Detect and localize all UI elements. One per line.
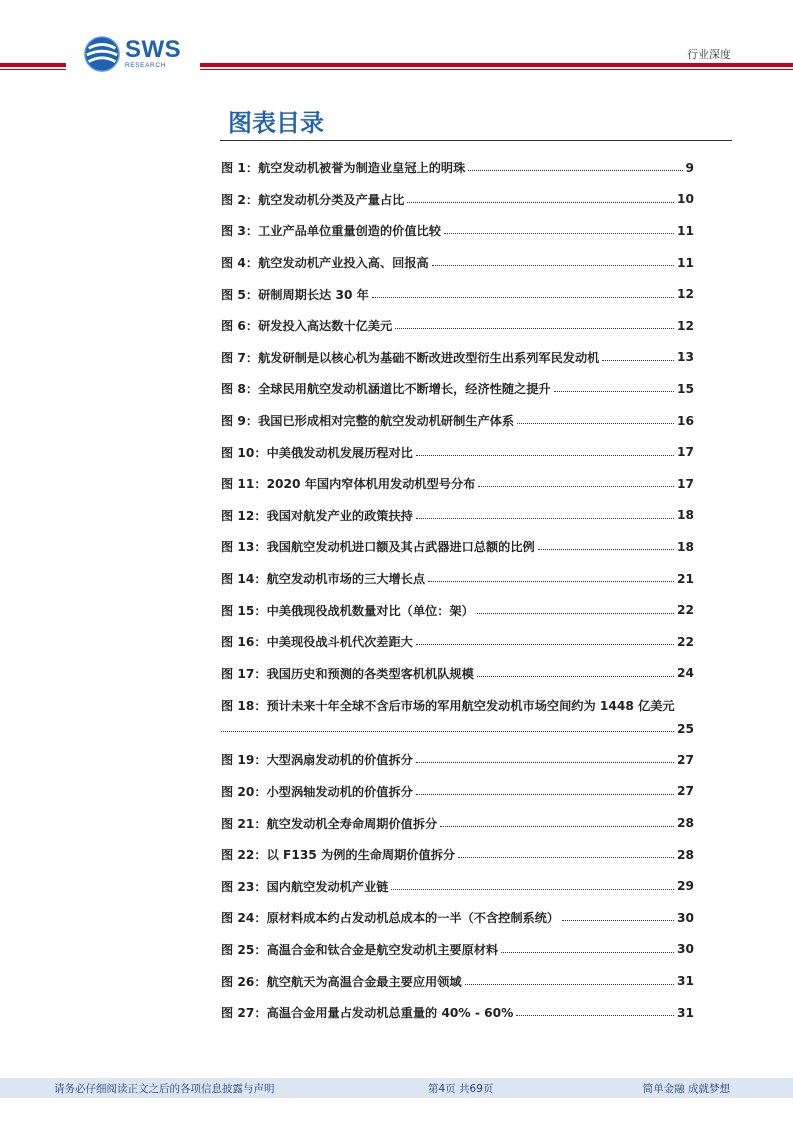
toc-entry-page: 13 — [677, 350, 694, 365]
toc-entry-label: 图 12：我国对航发产业的政策扶持 — [221, 508, 413, 523]
page-footer — [0, 1078, 793, 1098]
toc-leader — [538, 549, 674, 550]
toc-leader — [416, 518, 674, 519]
toc-entry-label: 图 26：航空航天为高温合金最主要应用领域 — [221, 974, 462, 989]
toc-entry[interactable] — [221, 626, 694, 658]
toc-entry[interactable] — [221, 342, 694, 374]
toc-entry-label: 图 25：高温合金和钛合金是航空发动机主要原材料 — [221, 942, 499, 957]
toc-leader — [554, 391, 674, 392]
toc-entry[interactable] — [221, 247, 694, 279]
toc-entry[interactable] — [221, 744, 694, 776]
toc-entry-page: 30 — [677, 942, 694, 957]
toc-entry-label: 图 4：航空发动机产业投入高、回报高 — [221, 256, 429, 271]
toc-entry-page: 10 — [677, 192, 694, 207]
toc-entry[interactable] — [221, 215, 694, 247]
toc-entry-page: 11 — [677, 255, 694, 270]
toc-entry-label: 图 17：我国历史和预测的各类型客机机队规模 — [221, 666, 474, 681]
toc-entry-page: 9 — [685, 160, 694, 175]
toc-leader — [477, 676, 674, 677]
header-rule-left-thin — [0, 69, 66, 70]
toc-entry-page: 18 — [677, 539, 694, 554]
logo-main-text: SWS — [125, 36, 182, 64]
toc-entry[interactable] — [221, 934, 694, 966]
toc-entry-page: 22 — [677, 634, 694, 649]
toc-list — [221, 152, 694, 1028]
toc-leader — [432, 265, 674, 266]
toc-entry-label: 图 20：小型涡轴发动机的价值拆分 — [221, 784, 413, 799]
toc-leader — [221, 731, 674, 732]
toc-entry[interactable] — [221, 468, 694, 500]
page-header — [0, 0, 793, 80]
toc-entry[interactable] — [221, 184, 694, 216]
toc-leader — [416, 794, 674, 795]
toc-entry-page: 16 — [677, 413, 694, 428]
toc-entry-label: 图 13：我国航空发动机进口额及其占武器进口总额的比例 — [221, 540, 535, 555]
toc-leader — [477, 613, 674, 614]
toc-entry-page: 11 — [677, 223, 694, 238]
toc-leader — [468, 170, 682, 171]
header-rule-right — [200, 63, 793, 67]
toc-entry-label: 图 11：2020 年国内窄体机用发动机型号分布 — [221, 477, 476, 492]
toc-leader — [440, 826, 674, 827]
toc-entry-label: 图 3：工业产品单位重量创造的价值比较 — [221, 224, 441, 239]
toc-entry-page: 25 — [677, 721, 694, 736]
toc-leader — [458, 857, 674, 858]
toc-entry[interactable] — [221, 594, 694, 626]
toc-entry[interactable] — [221, 405, 694, 437]
toc-entry-page: 18 — [677, 508, 694, 523]
toc-entry-page: 21 — [677, 571, 694, 586]
header-rule-left — [0, 63, 66, 67]
toc-leader — [391, 889, 674, 890]
header-rule-right-thin — [200, 69, 793, 70]
toc-entry[interactable] — [221, 436, 694, 468]
toc-leader — [602, 360, 674, 361]
toc-leader — [517, 423, 674, 424]
company-logo — [83, 34, 181, 74]
toc-entry-page: 28 — [677, 847, 694, 862]
toc-entry-label: 图 5：研制周期长达 30 年 — [221, 287, 369, 302]
toc-entry-page: 12 — [677, 287, 694, 302]
toc-entry[interactable] — [221, 278, 694, 310]
toc-entry-label: 图 2：航空发动机分类及产量占比 — [221, 192, 405, 207]
toc-entry-page: 12 — [677, 318, 694, 333]
document-type-label: 行业深度 — [687, 48, 731, 61]
footer-slogan: 简单金融 成就梦想 — [642, 1083, 730, 1095]
toc-entry-label: 图 8：全球民用航空发动机涵道比不断增长，经济性随之提升 — [221, 382, 551, 397]
toc-entry[interactable] — [221, 658, 694, 690]
toc-entry-label: 图 22：以 F135 为例的生命周期价值拆分 — [221, 848, 456, 863]
toc-title-underline — [220, 140, 732, 141]
toc-leader — [444, 233, 674, 234]
toc-entry-page: 28 — [677, 816, 694, 831]
toc-entry[interactable] — [221, 807, 694, 839]
toc-entry[interactable] — [221, 500, 694, 532]
toc-entry-page: 15 — [677, 381, 694, 396]
toc-entry[interactable] — [221, 965, 694, 997]
toc-leader — [395, 328, 674, 329]
toc-entry-wrapped[interactable] — [221, 689, 694, 744]
logo-sub-text: RESEARCH — [125, 62, 166, 70]
footer-disclaimer: 请务必仔细阅读正文之后的各项信息披露与声明 — [54, 1083, 275, 1095]
footer-page-number: 第4页 共69页 — [428, 1083, 494, 1095]
toc-entry[interactable] — [221, 839, 694, 871]
toc-entry-page: 29 — [677, 879, 694, 894]
toc-leader — [416, 455, 674, 456]
toc-leader — [501, 952, 674, 953]
toc-entry-label: 图 9：我国已形成相对完整的航空发动机研制生产体系 — [221, 414, 515, 429]
toc-entry[interactable] — [221, 563, 694, 595]
toc-entry-label: 图 6：研发投入高达数十亿美元 — [221, 319, 393, 334]
toc-leader — [478, 486, 674, 487]
toc-leader — [416, 762, 674, 763]
toc-leader — [372, 297, 674, 298]
toc-leader — [516, 1015, 674, 1016]
toc-entry-label: 图 27：高温合金用量占发动机总重量的 40% - 60% — [221, 1006, 514, 1021]
toc-entry-page: 27 — [677, 784, 694, 799]
toc-entry-label: 图 18：预计未来十年全球不含后市场的军用航空发动机市场空间约为 1448 亿美元 — [221, 698, 675, 713]
toc-entry[interactable] — [221, 776, 694, 808]
toc-entry[interactable] — [221, 531, 694, 563]
toc-entry-label: 图 15：中美俄现役战机数量对比（单位：架） — [221, 603, 474, 618]
toc-entry-page: 31 — [677, 974, 694, 989]
toc-entry-label: 图 16：中美现役战斗机代次差距大 — [221, 635, 413, 650]
toc-entry[interactable] — [221, 373, 694, 405]
toc-entry-page: 17 — [677, 476, 694, 491]
toc-entry-page: 27 — [677, 752, 694, 767]
toc-entry-label: 图 1：航空发动机被誉为制造业皇冠上的明珠 — [221, 161, 466, 176]
toc-entry-label: 图 14：航空发动机市场的三大增长点 — [221, 572, 426, 587]
toc-leader — [562, 920, 674, 921]
toc-entry-page: 24 — [677, 666, 694, 681]
toc-entry-page: 22 — [677, 603, 694, 618]
toc-entry-label: 图 10：中美俄发动机发展历程对比 — [221, 445, 413, 460]
toc-leader — [428, 581, 674, 582]
toc-leader — [416, 644, 674, 645]
toc-entry-page: 17 — [677, 445, 694, 460]
toc-entry-page: 31 — [677, 1005, 694, 1020]
toc-entry-label: 图 19：大型涡扇发动机的价值拆分 — [221, 753, 413, 768]
toc-entry-label: 图 7：航发研制是以核心机为基础不断改进改型衍生出系列军民发动机 — [221, 350, 600, 365]
toc-entry[interactable] — [221, 870, 694, 902]
sws-logo-icon — [83, 35, 121, 73]
toc-entry[interactable] — [221, 310, 694, 342]
toc-leader — [465, 984, 674, 985]
toc-entry-label: 图 21：航空发动机全寿命周期价值拆分 — [221, 816, 438, 831]
toc-entry[interactable] — [221, 902, 694, 934]
toc-entry[interactable] — [221, 997, 694, 1029]
toc-leader — [407, 202, 674, 203]
toc-entry-label: 图 24：原材料成本约占发动机总成本的一半（不含控制系统） — [221, 911, 560, 926]
toc-entry[interactable] — [221, 152, 694, 184]
toc-entry-page: 30 — [677, 910, 694, 925]
toc-title: 图表目录 — [228, 109, 324, 137]
toc-entry-label: 图 23：国内航空发动机产业链 — [221, 879, 389, 894]
